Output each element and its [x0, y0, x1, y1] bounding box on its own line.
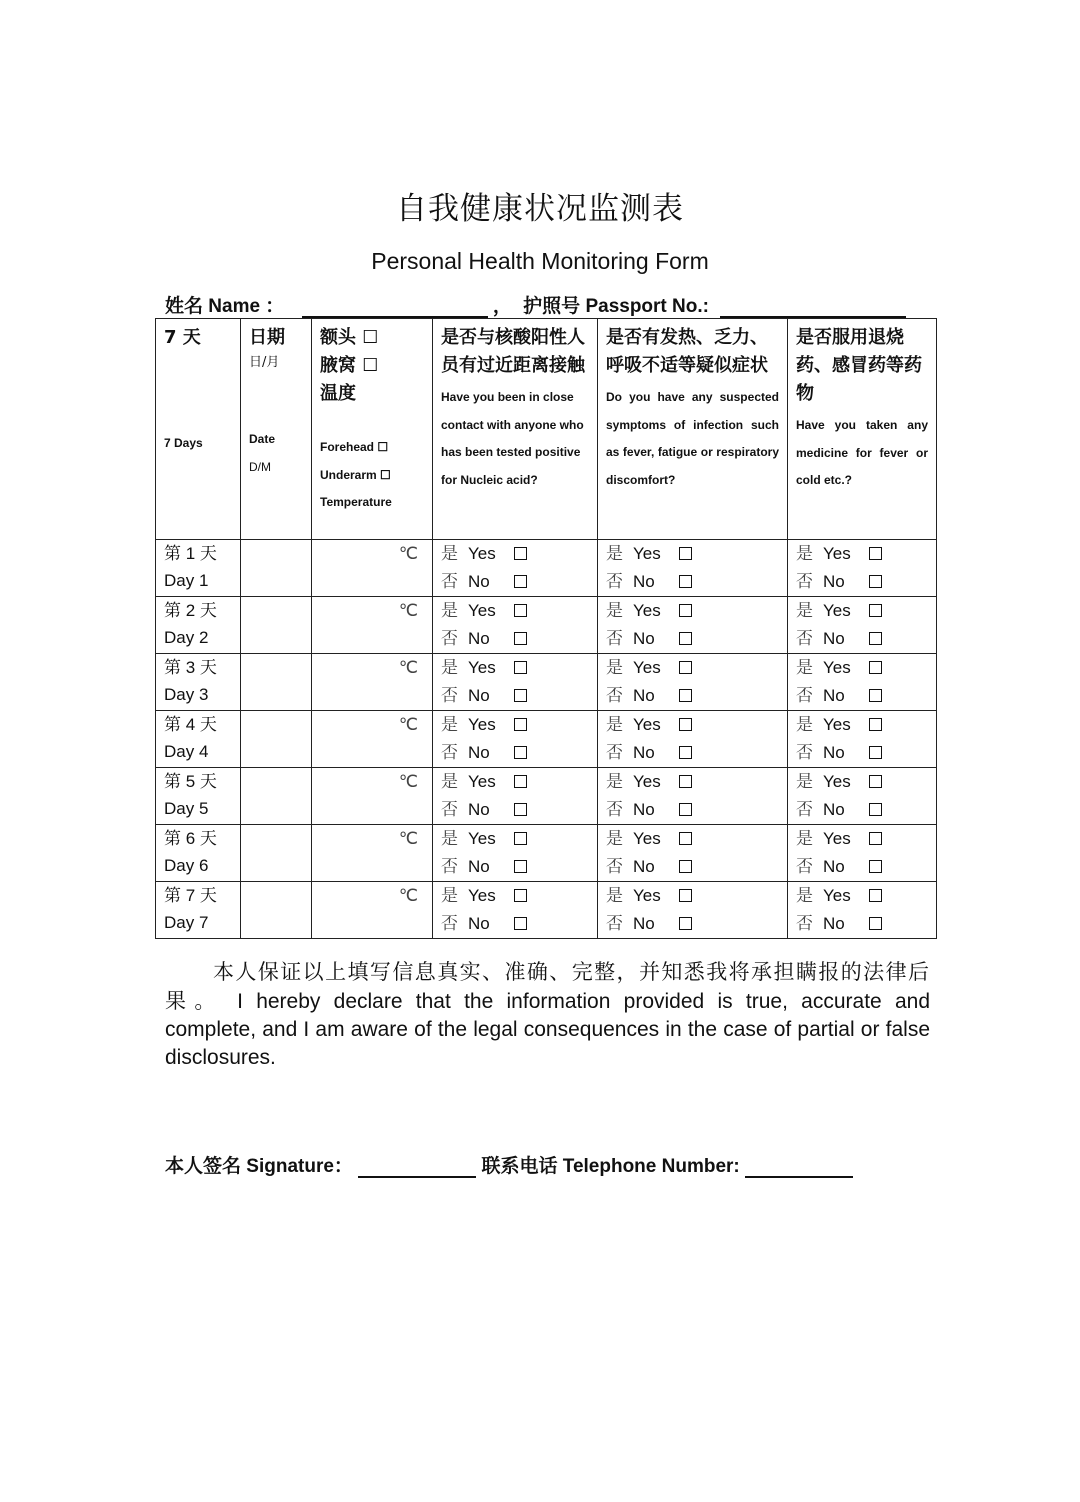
declaration-chinese: 本人保证以上填写信息真实、准确、完整，并知悉我将承担瞒报的法律后果。 — [165, 960, 930, 1013]
close-contact-yes-checkbox[interactable] — [514, 661, 527, 674]
close-contact-cell — [433, 711, 598, 768]
medicine-no-option[interactable]: 否 No — [796, 796, 928, 824]
medicine-no-option[interactable]: 否 No — [796, 625, 928, 653]
table-header-row — [156, 319, 937, 540]
day-label-english: Day 3 — [164, 685, 209, 704]
symptoms-no-option[interactable]: 否 No — [606, 739, 779, 767]
symptoms-no-option[interactable]: 否 No — [606, 853, 779, 881]
medicine-yes-checkbox[interactable] — [869, 718, 882, 731]
symptoms-yes-checkbox[interactable] — [679, 604, 692, 617]
medicine-cell — [788, 597, 937, 654]
close-contact-yes-option[interactable]: 是 Yes — [441, 825, 589, 853]
close-contact-yes-option[interactable]: 是 Yes — [441, 882, 589, 910]
medicine-no-option[interactable]: 否 No — [796, 568, 928, 596]
symptoms-no-checkbox[interactable] — [679, 632, 692, 645]
medicine-yes-option[interactable]: 是 Yes — [796, 654, 928, 682]
table-row — [156, 711, 937, 768]
declaration-english: I hereby declare that the information provided is true, accurate and complete, and I am aware of the legal consequences in the case of partial or false disclosures. — [165, 990, 930, 1069]
symptoms-no-checkbox[interactable] — [679, 746, 692, 759]
medicine-yes-option[interactable]: 是 Yes — [796, 768, 928, 796]
day-label-english: Day 4 — [164, 742, 209, 761]
day-label-chinese: 第 3 天 — [164, 658, 217, 677]
date-input-cell[interactable] — [241, 768, 312, 825]
table-row — [156, 768, 937, 825]
passport-label: 护照号 Passport No.: — [523, 296, 709, 317]
table-row — [156, 597, 937, 654]
medicine-cell — [788, 768, 937, 825]
symptoms-no-option[interactable]: 否 No — [606, 625, 779, 653]
day-label-english: Day 7 — [164, 913, 209, 932]
medicine-yes-option[interactable]: 是 Yes — [796, 825, 928, 853]
medicine-no-checkbox[interactable] — [869, 632, 882, 645]
medicine-yes-checkbox[interactable] — [869, 889, 882, 902]
symptoms-yes-option[interactable]: 是 Yes — [606, 540, 779, 568]
close-contact-yes-option[interactable]: 是 Yes — [441, 540, 589, 568]
symptoms-yes-option[interactable]: 是 Yes — [606, 882, 779, 910]
celsius-unit: ℃ — [398, 544, 418, 563]
medicine-no-checkbox[interactable] — [869, 746, 882, 759]
close-contact-cell — [433, 540, 598, 597]
day-label-english: Day 2 — [164, 628, 209, 647]
day-label-english: Day 5 — [164, 799, 209, 818]
table-row — [156, 540, 937, 597]
day-label-chinese: 第 6 天 — [164, 829, 217, 848]
symptoms-cell — [598, 825, 788, 882]
date-input-cell[interactable] — [241, 654, 312, 711]
temperature-input-cell[interactable] — [312, 768, 433, 825]
celsius-unit: ℃ — [398, 601, 418, 620]
medicine-yes-option[interactable]: 是 Yes — [796, 882, 928, 910]
symptoms-no-checkbox[interactable] — [679, 803, 692, 816]
close-contact-no-checkbox[interactable] — [514, 917, 527, 930]
symptoms-no-option[interactable]: 否 No — [606, 568, 779, 596]
date-input-cell[interactable] — [241, 540, 312, 597]
close-contact-yes-checkbox[interactable] — [514, 832, 527, 845]
day-label-cell — [156, 654, 241, 711]
celsius-unit: ℃ — [398, 658, 418, 677]
celsius-unit: ℃ — [398, 772, 418, 791]
monitoring-table — [155, 318, 937, 939]
close-contact-yes-checkbox[interactable] — [514, 718, 527, 731]
table-row — [156, 882, 937, 939]
day-label-chinese: 第 2 天 — [164, 601, 217, 620]
close-contact-no-checkbox[interactable] — [514, 746, 527, 759]
close-contact-cell — [433, 768, 598, 825]
medicine-cell — [788, 882, 937, 939]
close-contact-yes-option[interactable]: 是 Yes — [441, 768, 589, 796]
medicine-no-checkbox[interactable] — [869, 575, 882, 588]
medicine-no-checkbox[interactable] — [869, 917, 882, 930]
medicine-yes-option[interactable]: 是 Yes — [796, 597, 928, 625]
table-row — [156, 825, 937, 882]
symptoms-cell — [598, 654, 788, 711]
header-close-contact: 是否与核酸阳性人员有过近距离接触 Have you been in close contact with anyone who has been tested positive for Nucleic acid? — [433, 319, 598, 540]
telephone-label: 联系电话 Telephone Number: — [481, 1156, 740, 1177]
symptoms-yes-checkbox[interactable] — [679, 547, 692, 560]
close-contact-yes-option[interactable]: 是 Yes — [441, 654, 589, 682]
symptoms-cell — [598, 768, 788, 825]
medicine-yes-option[interactable]: 是 Yes — [796, 711, 928, 739]
day-label-english: Day 1 — [164, 571, 209, 590]
signature-label: 本人签名 Signature： — [165, 1156, 353, 1177]
close-contact-no-option[interactable]: 否 No — [441, 739, 589, 767]
medicine-no-checkbox[interactable] — [869, 860, 882, 873]
day-label-cell — [156, 540, 241, 597]
name-field[interactable] — [302, 296, 488, 318]
date-input-cell[interactable] — [241, 711, 312, 768]
medicine-yes-checkbox[interactable] — [869, 661, 882, 674]
form-title-english: Personal Health Monitoring Form — [371, 248, 709, 274]
temperature-input-cell[interactable] — [312, 825, 433, 882]
form-title-chinese: 自我健康状况监测表 — [396, 191, 684, 227]
medicine-cell — [788, 654, 937, 711]
symptoms-no-checkbox[interactable] — [679, 917, 692, 930]
day-label-cell — [156, 597, 241, 654]
medicine-no-option[interactable]: 否 No — [796, 853, 928, 881]
medicine-no-option[interactable]: 否 No — [796, 682, 928, 710]
symptoms-yes-checkbox[interactable] — [679, 775, 692, 788]
telephone-field[interactable] — [745, 1156, 853, 1178]
temperature-input-cell[interactable] — [312, 882, 433, 939]
medicine-no-checkbox[interactable] — [869, 689, 882, 702]
date-input-cell[interactable] — [241, 597, 312, 654]
table-row — [156, 654, 937, 711]
symptoms-yes-option[interactable]: 是 Yes — [606, 654, 779, 682]
close-contact-yes-checkbox[interactable] — [514, 604, 527, 617]
celsius-unit: ℃ — [398, 715, 418, 734]
medicine-no-option[interactable]: 否 No — [796, 739, 928, 767]
declaration-text — [165, 958, 930, 1072]
symptoms-no-checkbox[interactable] — [679, 860, 692, 873]
close-contact-no-checkbox[interactable] — [514, 803, 527, 816]
close-contact-no-checkbox[interactable] — [514, 575, 527, 588]
close-contact-yes-checkbox[interactable] — [514, 775, 527, 788]
symptoms-cell — [598, 882, 788, 939]
symptoms-no-option[interactable]: 否 No — [606, 682, 779, 710]
header-symptoms: 是否有发热、乏力、呼吸不适等疑似症状 Do you have any suspected symptoms of infection such as fever, fatigue or respiratory discomfort? — [598, 319, 788, 540]
symptoms-no-checkbox[interactable] — [679, 575, 692, 588]
symptoms-yes-option[interactable]: 是 Yes — [606, 597, 779, 625]
temperature-input-cell[interactable] — [312, 654, 433, 711]
close-contact-cell — [433, 825, 598, 882]
day-label-cell — [156, 825, 241, 882]
close-contact-no-checkbox[interactable] — [514, 632, 527, 645]
temperature-input-cell[interactable] — [312, 540, 433, 597]
header-temperature: 额头 ☐ 腋窝 ☐ 温度 Forehead ☐ Underarm ☐ Temperature — [312, 319, 433, 540]
symptoms-yes-checkbox[interactable] — [679, 832, 692, 845]
close-contact-cell — [433, 597, 598, 654]
date-input-cell[interactable] — [241, 825, 312, 882]
symptoms-cell — [598, 711, 788, 768]
close-contact-cell — [433, 654, 598, 711]
close-contact-no-option[interactable]: 否 No — [441, 625, 589, 653]
symptoms-yes-checkbox[interactable] — [679, 661, 692, 674]
celsius-unit: ℃ — [398, 886, 418, 905]
symptoms-yes-option[interactable]: 是 Yes — [606, 768, 779, 796]
temperature-input-cell[interactable] — [312, 711, 433, 768]
day-label-cell — [156, 768, 241, 825]
day-label-chinese: 第 4 天 — [164, 715, 217, 734]
medicine-cell — [788, 711, 937, 768]
symptoms-yes-checkbox[interactable] — [679, 889, 692, 902]
day-label-chinese: 第 7 天 — [164, 886, 217, 905]
symptoms-yes-option[interactable]: 是 Yes — [606, 711, 779, 739]
close-contact-yes-option[interactable]: 是 Yes — [441, 711, 589, 739]
header-medicine: 是否服用退烧药、感冒药等药物 Have you taken any medicine for fever or cold etc.? — [788, 319, 937, 540]
medicine-cell — [788, 540, 937, 597]
medicine-yes-checkbox[interactable] — [869, 832, 882, 845]
close-contact-no-option[interactable]: 否 No — [441, 568, 589, 596]
day-label-cell — [156, 882, 241, 939]
symptoms-cell — [598, 540, 788, 597]
day-label-chinese: 第 1 天 — [164, 544, 217, 563]
medicine-no-option[interactable]: 否 No — [796, 910, 928, 938]
name-label: 姓名 Name ： — [165, 296, 285, 317]
signature-row — [165, 1151, 905, 1181]
separator: ， — [492, 296, 512, 317]
medicine-yes-checkbox[interactable] — [869, 547, 882, 560]
symptoms-no-checkbox[interactable] — [679, 689, 692, 702]
symptoms-yes-option[interactable]: 是 Yes — [606, 825, 779, 853]
medicine-yes-checkbox[interactable] — [869, 775, 882, 788]
temperature-input-cell[interactable] — [312, 597, 433, 654]
close-contact-no-checkbox[interactable] — [514, 860, 527, 873]
day-label-english: Day 6 — [164, 856, 209, 875]
medicine-yes-option[interactable]: 是 Yes — [796, 540, 928, 568]
medicine-yes-checkbox[interactable] — [869, 604, 882, 617]
medicine-cell — [788, 825, 937, 882]
close-contact-yes-option[interactable]: 是 Yes — [441, 597, 589, 625]
close-contact-no-option[interactable]: 否 No — [441, 853, 589, 881]
symptoms-yes-checkbox[interactable] — [679, 718, 692, 731]
passport-field[interactable] — [720, 296, 906, 318]
date-input-cell[interactable] — [241, 882, 312, 939]
header-days: 7 天 7 Days — [156, 319, 241, 540]
day-label-cell — [156, 711, 241, 768]
celsius-unit: ℃ — [398, 829, 418, 848]
close-contact-cell — [433, 882, 598, 939]
signature-field[interactable] — [358, 1156, 476, 1178]
medicine-no-checkbox[interactable] — [869, 803, 882, 816]
header-date: 日期 日/月 Date D/M — [241, 319, 312, 540]
symptoms-no-option[interactable]: 否 No — [606, 910, 779, 938]
close-contact-no-option[interactable]: 否 No — [441, 796, 589, 824]
close-contact-yes-checkbox[interactable] — [514, 889, 527, 902]
day-label-chinese: 第 5 天 — [164, 772, 217, 791]
close-contact-yes-checkbox[interactable] — [514, 547, 527, 560]
close-contact-no-option[interactable]: 否 No — [441, 910, 589, 938]
symptoms-cell — [598, 597, 788, 654]
symptoms-no-option[interactable]: 否 No — [606, 796, 779, 824]
name-passport-row — [165, 291, 935, 321]
close-contact-no-option[interactable]: 否 No — [441, 682, 589, 710]
close-contact-no-checkbox[interactable] — [514, 689, 527, 702]
